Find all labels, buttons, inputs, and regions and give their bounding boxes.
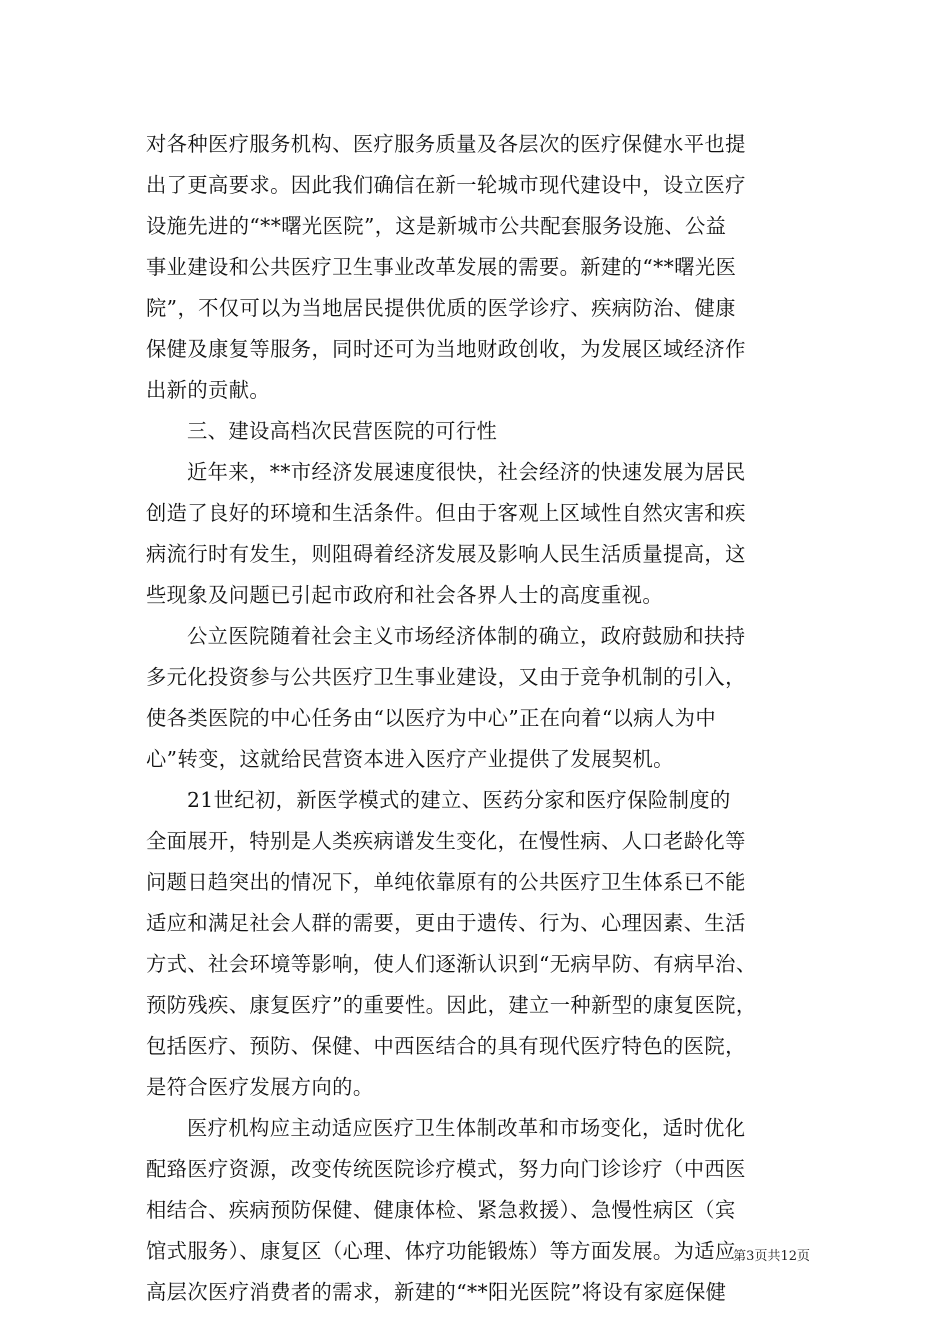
text-line: 馆式服务）、康复区（心理、体疗功能锻炼）等方面发展。为适应 xyxy=(146,1239,736,1263)
text-line: 全面展开，特别是人类疾病谱发生变化，在慢性病、人口老龄化等 xyxy=(146,829,746,853)
text-line: 方式、社会环境等影响，使人们逐渐认识到“无病早防、有病早治、 xyxy=(146,952,757,976)
text-line: 适应和满足社会人群的需要，更由于遗传、行为、心理因素、生活 xyxy=(146,911,746,935)
text-line: 医疗机构应主动适应医疗卫生体制改革和市场变化，适时优化 xyxy=(187,1116,746,1140)
text-line: 高层次医疗消费者的需求，新建的“**阳光医院”将设有家庭保健 xyxy=(146,1280,727,1304)
text-line: 是符合医疗发展方向的。 xyxy=(146,1075,374,1099)
text-line: 预防残疾、康复医疗”的重要性。因此，建立一种新型的康复医院， xyxy=(146,993,757,1017)
text-line: 对各种医疗服务机构、医疗服务质量及各层次的医疗保健水平也提 xyxy=(146,132,746,156)
text-line: 心”转变，这就给民营资本进入医疗产业提供了发展契机。 xyxy=(146,747,674,771)
text-line: 出新的贡献。 xyxy=(146,378,271,402)
text-line: 配臵医疗资源，改变传统医院诊疗模式，努力向门诊诊疗（中西医 xyxy=(146,1157,746,1181)
text-line: 保健及康复等服务，同时还可为当地财政创收，为发展区域经济作 xyxy=(146,337,746,361)
text-line: 多元化投资参与公共医疗卫生事业建设，又由于竞争机制的引入， xyxy=(146,665,746,689)
text-line: 些现象及问题已引起市政府和社会各界人士的高度重视。 xyxy=(146,583,664,607)
text-line: 创造了良好的环境和生活条件。但由于客观上区域性自然灾害和疾 xyxy=(146,501,746,525)
section-heading: 三、建设高档次民营医院的可行性 xyxy=(187,419,498,443)
text-line: 病流行时有发生，则阻碍着经济发展及影响人民生活质量提高，这 xyxy=(146,542,746,566)
text-line: 事业建设和公共医疗卫生事业改革发展的需要。新建的“**曙光医 xyxy=(146,255,737,279)
text-line: 设施先进的“**曙光医院”，这是新城市公共配套服务设施、公益 xyxy=(146,214,727,238)
text-line: 21世纪初，新医学模式的建立、医药分家和医疗保险制度的 xyxy=(187,788,731,812)
text-line: 出了更高要求。因此我们确信在新一轮城市现代建设中，设立医疗 xyxy=(146,173,746,197)
document-body xyxy=(146,124,811,1313)
text-line: 院”，不仅可以为当地居民提供优质的医学诊疗、疾病防治、健康 xyxy=(146,296,736,320)
text-line: 使各类医院的中心任务由“以医疗为中心”正在向着“以病人为中 xyxy=(146,706,717,730)
text-line: 包括医疗、预防、保健、中西医结合的具有现代医疗特色的医院， xyxy=(146,1034,746,1058)
text-line: 问题日趋突出的情况下，单纯依靠原有的公共医疗卫生体系已不能 xyxy=(146,870,746,894)
text-line: 相结合、疾病预防保健、健康体检、紧急救援）、急慢性病区（宾 xyxy=(146,1198,736,1222)
page-number-footer: 第3页共12页 xyxy=(733,1249,810,1264)
text-line: 近年来，**市经济发展速度很快，社会经济的快速发展为居民 xyxy=(187,460,746,484)
text-line: 公立医院随着社会主义市场经济体制的确立，政府鼓励和扶持 xyxy=(187,624,746,648)
